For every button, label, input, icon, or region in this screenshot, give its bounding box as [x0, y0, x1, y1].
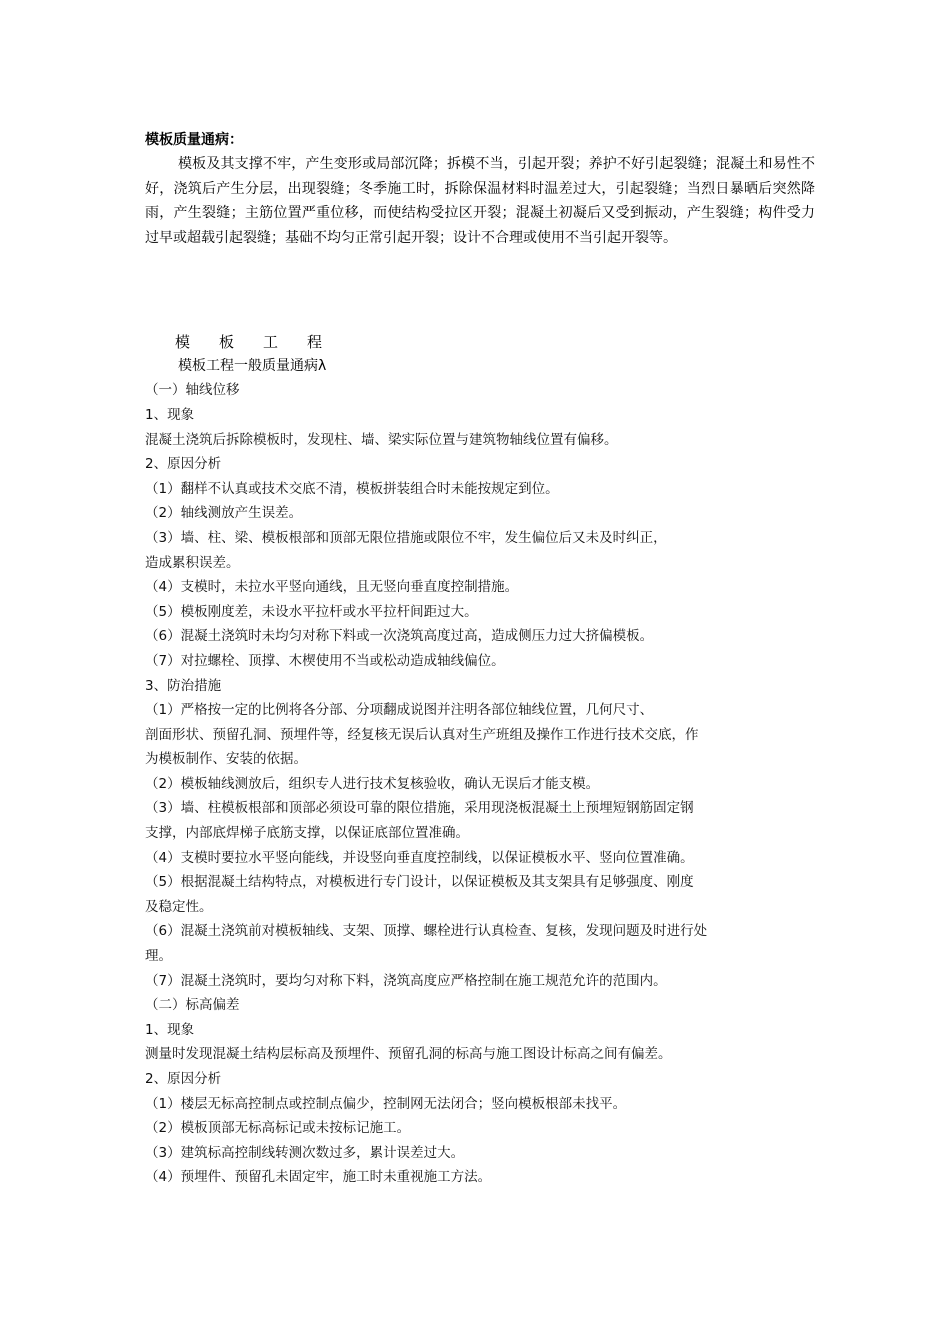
- body-line: 测量时发现混凝土结构层标高及预埋件、预留孔洞的标高与施工图设计标高之间有偏差。: [145, 1046, 672, 1063]
- body-line: 2、原因分析: [145, 456, 222, 473]
- body-line: （1）翻样不认真或技术交底不清，模板拼装组合时未能按规定到位。: [145, 480, 559, 497]
- formwork-section: [145, 330, 815, 1190]
- body-line: 造成累积误差。: [145, 554, 240, 571]
- body-line: （3）建筑标高控制线转测次数过多，累计误差过大。: [145, 1144, 465, 1161]
- body-line: （4）支模时要拉水平竖向能线，并设竖向垂直度控制线，以保证模板水平、竖向位置准确。: [145, 849, 694, 866]
- body-line: 1、现象: [145, 1021, 195, 1038]
- body-line: （3）墙、柱、梁、模板根部和顶部无限位措施或限位不牢，发生偏位后又未及时纠正，: [145, 529, 667, 546]
- body-line: （2）模板轴线测放后，组织专人进行技术复核验收，确认无误后才能支模。: [145, 775, 600, 792]
- title-char: 工: [263, 333, 279, 352]
- body-line: （二）标高偏差: [145, 997, 240, 1014]
- body-line: 1、现象: [145, 406, 195, 423]
- intro-paragraph: 模板及其支撑不牢，产生变形或局部沉降；拆模不当，引起开裂；养护不好引起裂缝；混凝土和易性不好，浇筑后产生分层，出现裂缝；冬季施工时，拆除保温材料时温差过大，引起裂缝；当烈日暴晒后突然降雨，产生裂缝；主筋位置严重位移，而使结构受拉区开裂；混凝土初凝后又受到振动，产生裂缝；构件受力过早或超载引起裂缝；基础不均匀正常引起开裂；设计不合理或使用不当引起开裂等。: [145, 156, 815, 246]
- title-char: 板: [219, 333, 235, 352]
- section-subtitle: 模板工程一般质量通病λ: [178, 358, 327, 375]
- body-line: （6）混凝土浇筑时未均匀对称下料或一次浇筑高度过高，造成侧压力过大挤偏模板。: [145, 628, 654, 645]
- body-line: 及稳定性。: [145, 898, 213, 915]
- body-line: 3、防治措施: [145, 677, 222, 694]
- body-line: 剖面形状、预留孔洞、预埋件等，经复核无误后认真对生产班组及操作工作进行技术交底，作: [145, 726, 699, 743]
- body-line: （2）轴线测放产生误差。: [145, 505, 303, 522]
- body-line: （一）轴线位移: [145, 382, 240, 399]
- body-line: 支撑，内部底焊梯子底筋支撑，以保证底部位置准确。: [145, 825, 469, 842]
- body-line: 理。: [145, 948, 172, 965]
- section-title: [145, 330, 815, 354]
- body-line: （7）对拉螺栓、顶撑、木楔使用不当或松动造成轴线偏位。: [145, 652, 505, 669]
- body-line: （3）墙、柱模板根部和顶部必须设可靠的限位措施，采用现浇板混凝土上预埋短钢筋固定钢: [145, 800, 694, 817]
- body-line: （4）支模时，未拉水平竖向通线，且无竖向垂直度控制措施。: [145, 579, 519, 596]
- body-line: （6）混凝土浇筑前对模板轴线、支架、顶撑、螺栓进行认真检查、复核，发现问题及时进行处: [145, 923, 708, 940]
- title-char: 模: [175, 333, 191, 352]
- body-line: 混凝土浇筑后拆除模板时，发现柱、墙、梁实际位置与建筑物轴线位置有偏移。: [145, 431, 618, 448]
- body-line: 2、原因分析: [145, 1071, 222, 1087]
- body-line: （1）严格按一定的比例将各分部、分项翻成说图并注明各部位轴线位置，几何尺寸、: [145, 702, 654, 719]
- body-line: 为模板制作、安装的依据。: [145, 751, 307, 768]
- body-lines: [145, 378, 815, 1190]
- body-line: （5）根据混凝土结构特点，对模板进行专门设计，以保证模板及其支架具有足够强度、刚度: [145, 874, 694, 891]
- body-line: （2）模板顶部无标高标记或未按标记施工。: [145, 1120, 411, 1137]
- title-char: 程: [307, 333, 323, 352]
- body-line: （4）预埋件、预留孔未固定牢，施工时未重视施工方法。: [145, 1169, 492, 1186]
- section-heading: 模板质量通病：: [145, 132, 243, 148]
- body-line: （5）模板刚度差，未设水平拉杆或水平拉杆间距过大。: [145, 603, 478, 620]
- document-content: [145, 128, 815, 1190]
- body-line: （7）混凝土浇筑时，要均匀对称下料，浇筑高度应严格控制在施工规范允许的范围内。: [145, 972, 667, 989]
- body-line: （1）楼层无标高控制点或控制点偏少，控制网无法闭合；竖向模板根部未找平。: [145, 1095, 627, 1112]
